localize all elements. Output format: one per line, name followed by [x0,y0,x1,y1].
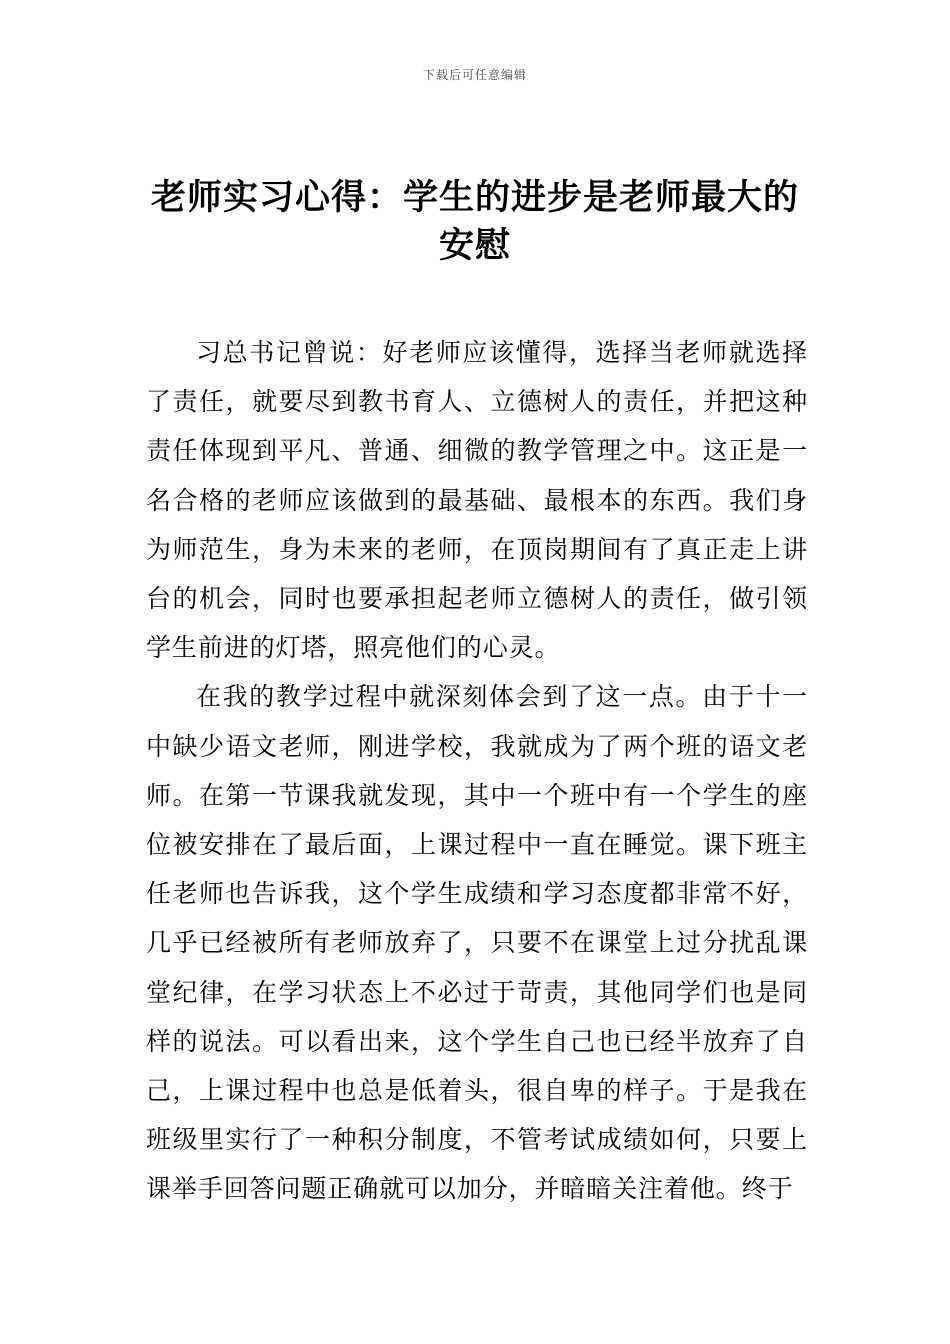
paragraph-2: 在我的教学过程中就深刻体会到了这一点。由于十一中缺少语文老师，刚进学校，我就成为了两个班的语文老师。在第一节课我就发现，其中一个班中有一个学生的座位被安排在了最后面，上课过程中一直在睡觉。课下班主任老师也告诉我，这个学生成绩和学习态度都非常不好，几乎已经被所有老师放弃了，只要不在课堂上过分扰乱课堂纪律，在学习状态上不必过于苛责，其他同学们也是同样的说法。可以看出来，这个学生自己也已经半放弃了自己，上课过程中也总是低着头，很自卑的样子。于是我在班级里实行了一种积分制度，不管考试成绩如何，只要上课举手回答问题正确就可以加分，并暗暗关注着他。终于 [146,682,808,1204]
document-title-line-1: 老师实习心得：学生的进步是老师最大的 [150,178,799,218]
document-body [146,328,808,1214]
document-title-line-2: 安慰 [438,226,511,266]
header-note: 下载后可任意编辑 [422,68,527,82]
paragraph-1: 习总书记曾说：好老师应该懂得，选择当老师就选择了责任，就要尽到教书育人、立德树人的责任，并把这种责任体现到平凡、普通、细微的教学管理之中。这正是一名合格的老师应该做到的最基础、最根本的东西。我们身为师范生，身为未来的老师，在顶岗期间有了真正走上讲台的机会，同时也要承担起老师立德树人的责任，做引领学生前进的灯塔，照亮他们的心灵。 [146,338,808,663]
document-title [120,174,830,270]
